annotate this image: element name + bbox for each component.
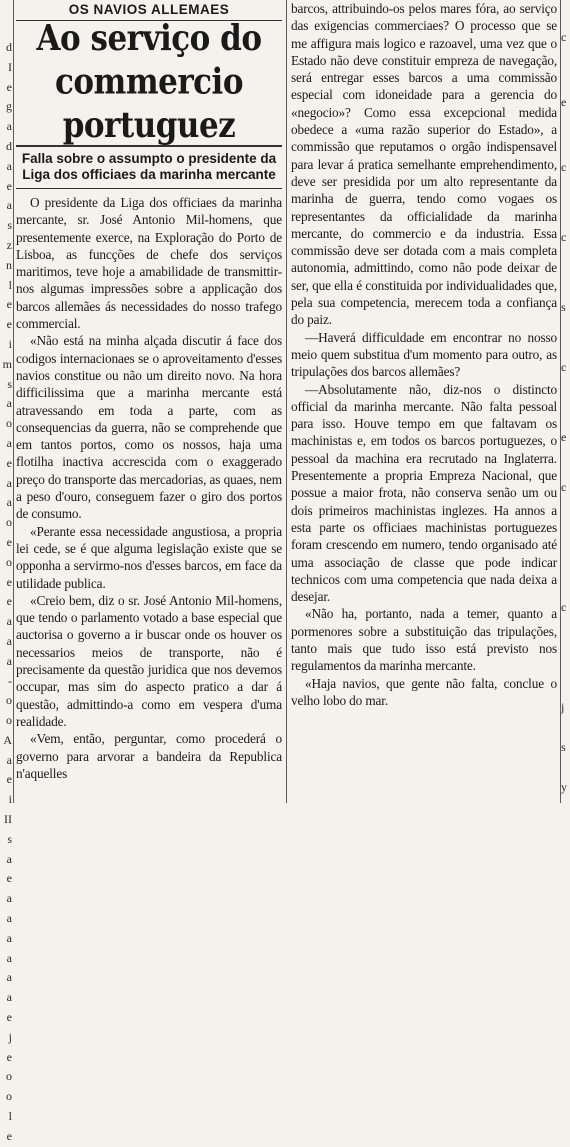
edge-char: g	[6, 99, 12, 114]
paragraph: «Creio bem, diz o sr. José Antonio Mil-homens, que tendo o parlamento votado a base especial que auctorisa o governo a ir buscar onde os houver os necessarios meios de transporte, não é precisamente da questão juridica que nos devemos occupar, mas sim do aspecto pratico a dar á questão, admittindo-a como em vespera d'uma realidade.	[16, 592, 282, 729]
edge-char: e	[561, 430, 567, 444]
paragraph: «Vem, então, perguntar, como procederá o governo para arvorar a bandeira da Republica n'aquelles	[16, 731, 282, 781]
edge-char: o	[6, 1089, 12, 1104]
edge-char: e	[6, 772, 12, 787]
edge-char: e	[6, 574, 12, 589]
edge-char: a	[6, 633, 12, 648]
edge-char: o	[6, 1069, 12, 1084]
article-kicker: OS NAVIOS ALLEMAES	[16, 2, 282, 21]
article-column-left	[16, 0, 282, 782]
edge-char: c	[561, 160, 567, 174]
edge-char: d	[6, 40, 12, 54]
article-headline	[16, 16, 282, 147]
edge-char: -	[8, 673, 12, 688]
article-body-left	[16, 194, 282, 782]
edge-char: e	[6, 455, 12, 470]
edge-char: a	[6, 653, 12, 668]
edge-char: a	[6, 891, 12, 906]
paragraph: «Perante essa necessidade angustiosa, a propria lei cede, se é que alguma legislação existe que se opponha a servirmo-nos d'esses barcos, em face da utilidade publica.	[16, 523, 282, 591]
edge-char: a	[6, 435, 12, 450]
edge-char: c	[561, 360, 567, 374]
edge-char: i	[8, 336, 12, 351]
edge-char: l	[8, 277, 12, 292]
edge-char: o	[6, 554, 12, 569]
edge-char: e	[6, 297, 12, 312]
edge-char: e	[561, 95, 567, 109]
edge-char: I	[8, 59, 12, 74]
edge-char: n	[6, 257, 12, 272]
edge-char: s	[561, 740, 566, 754]
article-column-right	[291, 0, 557, 709]
edge-char: a	[6, 752, 12, 767]
paragraph: —Haverá difficuldade em encontrar no nosso meio quem substitua d'um momento para outro, as tripulações dos barcos allemães?	[291, 329, 557, 380]
article-body-right	[291, 0, 557, 709]
edge-char: e	[6, 1010, 12, 1025]
paragraph: «Haja navios, que gente não falta, conclue o velho lobo do mar.	[291, 675, 557, 708]
headline-line-1: Ao serviço do commercio	[36, 17, 262, 103]
edge-char: II	[4, 812, 12, 827]
article-subhead: Falla sobre o assumpto o presidente da Liga dos officiaes da marinha mercante	[16, 151, 282, 189]
headline-line-2: portuguez	[62, 105, 236, 147]
edge-char: o	[6, 515, 12, 530]
edge-char: o	[6, 416, 12, 431]
edge-char: a	[6, 930, 12, 945]
column-rule	[13, 0, 14, 803]
paragraph: —Absolutamente não, diz-nos o distincto official da marinha mercante. Não falta pessoal para isso. Houve tempo em que faltavam os machinistas e, em todos os barcos portuguezes, o pessoal da machina era recrutado na Inglaterra. Presentemente a propria Empreza Nacional, que possue a maior frota, não conserva senão um ou dois primeiros machinistas inglezes. Ha annos a esta parte os officiaes machinistas portuguezes foram crescendo em numero, tendo organisado até uma associação de classe que pode indicar technicos com uma competencia que nada deixa a desejar.	[291, 381, 557, 605]
paragraph: «Não ha, portanto, nada a temer, quanto a pormenores sobre a substituição das tripulações, tanto mais que tudo isso está previsto nos regulamentos da marinha mercante.	[291, 606, 557, 674]
edge-char: a	[6, 851, 12, 866]
edge-char: c	[561, 230, 567, 244]
adjacent-column-fragment-left	[0, 0, 12, 1143]
edge-char: o	[6, 693, 12, 708]
edge-char: s	[561, 300, 566, 314]
edge-char: a	[6, 158, 12, 173]
edge-char: l	[8, 1109, 12, 1124]
edge-char: i	[8, 792, 12, 807]
edge-char: z	[6, 237, 12, 252]
edge-char: j	[8, 1029, 12, 1044]
edge-char: s	[7, 218, 12, 233]
edge-char: a	[6, 614, 12, 629]
edge-char: c	[561, 480, 567, 494]
edge-char: a	[6, 990, 12, 1005]
edge-char: e	[6, 178, 12, 193]
column-rule	[286, 0, 287, 803]
edge-char: a	[6, 495, 12, 510]
edge-char: s	[7, 376, 12, 391]
edge-char: y	[561, 780, 567, 794]
edge-char: e	[6, 594, 12, 609]
paragraph: O presidente da Liga dos officiaes da marinha mercante, sr. José Antonio Mil-homens, que presentemente exerce, na Exploração do Porto de Lisboa, as funcções de chefe dos serviços maritimos, teve hoje a amabilidade de transmittir-nos algumas impressões sobre a applicação dos barcos allemães ás necessidades do nosso trafego commercial.	[16, 195, 282, 332]
edge-char: s	[7, 831, 12, 846]
paragraph: «Não está na minha alçada discutir á face dos codigos internacionaes se o aproveitamento d'esses navios constitue ou não um direito novo. Na hora difficilissima que a marinha mercante está atravessando em toda a parte, com as consequencias da guerra, não se comprehende que em tantos portos, como os nossos, haja uma flotilha inactiva accrescida com o exaggerado preço do transporte das mercadorias, as quaes, nem a peso d'ouro, conseguem fazer o giro dos portos de consumo.	[16, 333, 282, 522]
edge-char: A	[3, 732, 12, 747]
edge-char: j	[561, 700, 565, 714]
edge-char: a	[6, 970, 12, 985]
edge-char: c	[561, 600, 567, 614]
edge-char: a	[6, 911, 12, 926]
paragraph: barcos, attribuindo-os pelos mares fóra, ao serviço das exigencias commerciaes? O processo que se me affigura mais logico e razoavel, uma vez que o Estado não deve constituir empreza de navegação, será entregar esses barcos a uma commissão especial com idoneidade para a gerencia do «negocio»? Como essa excepcional medida obedece a «uma razão superior do Estado», a commissão que reputamos o orgão indispensavel para levar á pratica semelhante emprehendimento, deve ser presidida por um alto representante da marinha de guerra, tendo como vogaes os representantes da officialidade da marinha mercante, do commercio e da industria. Essa commissão deve ser dotada com a mais completa autonomia, admittindo, como não pode deixar de ser, que ella é constituida por individualidades que, pela sua competencia, merecem toda a confiança do paiz.	[291, 1, 557, 328]
edge-char: e	[6, 534, 12, 549]
edge-char: c	[561, 30, 567, 44]
edge-char: a	[6, 119, 12, 134]
adjacent-column-fragment-right	[561, 0, 570, 803]
edge-char: e	[6, 1049, 12, 1064]
edge-char: e	[6, 871, 12, 886]
edge-char: a	[6, 475, 12, 490]
edge-char: d	[6, 138, 12, 153]
edge-char: a	[6, 950, 12, 965]
edge-char: m	[2, 356, 12, 371]
edge-char: e	[6, 1128, 12, 1143]
edge-char: a	[6, 198, 12, 213]
edge-char: a	[6, 396, 12, 411]
edge-char: o	[6, 713, 12, 728]
edge-char: e	[6, 79, 12, 94]
edge-char: e	[6, 317, 12, 332]
